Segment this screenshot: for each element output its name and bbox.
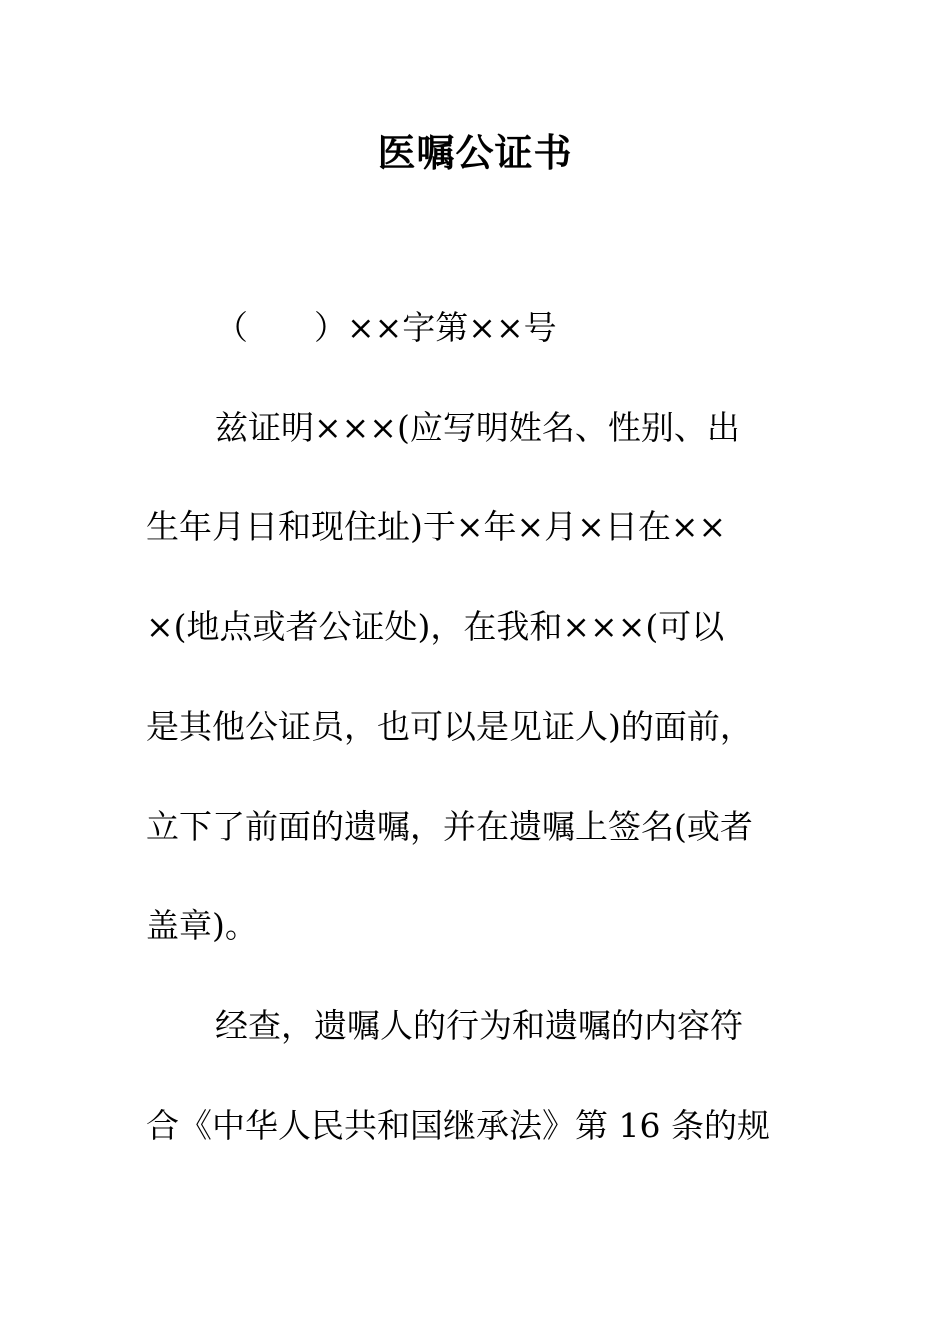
body-line-2: 生年月日和现住址)于×年×月×日在××	[146, 507, 727, 546]
body-line-3: ×(地点或者公证处)，在我和×××(可以	[146, 607, 725, 646]
document-number	[215, 303, 875, 353]
body-line-5: 立下了前面的遗嘱，并在遗嘱上签名(或者	[146, 807, 753, 846]
document-number-text: ）××字第××号	[314, 308, 557, 347]
body-line-4: 是其他公证员，也可以是见证人)的面前，	[146, 707, 753, 746]
document-title: 医嘱公证书	[377, 130, 573, 175]
document-number-open: （	[215, 308, 248, 347]
body-line-7: 经查，遗嘱人的行为和遗嘱的内容符	[215, 1006, 743, 1045]
body-line-8: 合《中华人民共和国继承法》第 16 条的规	[146, 1106, 770, 1145]
body-line-6: 盖章)。	[146, 906, 258, 945]
body-line-1: 兹证明×××(应写明姓名、性别、出	[215, 408, 740, 447]
